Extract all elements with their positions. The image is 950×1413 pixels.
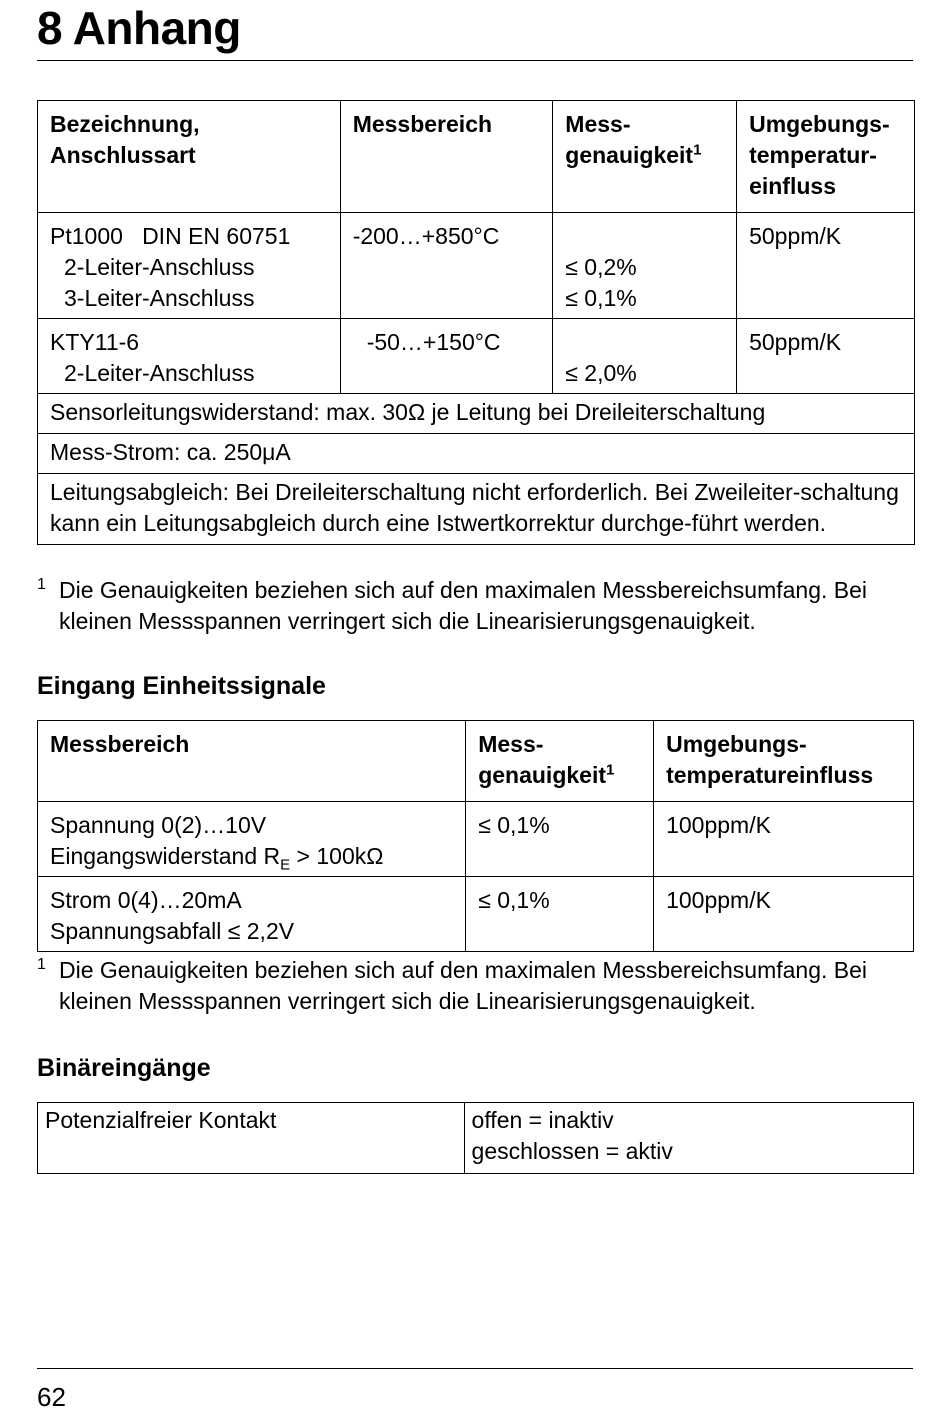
range-cell: Spannung 0(2)…10V Eingangswiderstand $R_E > 100k\Omega$ — [38, 802, 466, 877]
chapter-title: 8 Anhang — [37, 2, 241, 54]
binary-input-table — [37, 1102, 914, 1174]
footnote-text: Die Genauigkeiten beziehen sich auf den maximalen Messbereichsumfang. Bei kleinen Messspannen verringert sich die Linearisierungsgenauigkeit. — [59, 577, 868, 634]
designation-cell: KTY11-6 2-Leiter-Anschluss — [38, 319, 341, 394]
header-accuracy: Mess- genauigkeit$^1$ — [466, 721, 654, 802]
footer-divider — [37, 1368, 913, 1369]
header-range: Messbereich — [340, 101, 553, 213]
table-header-row — [38, 101, 915, 213]
footnote-mark: 1 — [37, 956, 46, 973]
line-compensation-note: Leitungsabgleich: Bei Dreileiterschaltung nicht erforderlich. Bei Zweileiter-schaltung kann ein Leitungsabgleich durch eine Istwertkorrektur durchge-führt werden. — [38, 474, 915, 545]
accuracy-cell: ≤ 0,1% — [466, 877, 654, 952]
header-accuracy: Mess- genauigkeit$^1$ — [553, 101, 737, 213]
footnote — [37, 955, 919, 1017]
accuracy-cell: ≤ 0,2% ≤ 0,1% — [553, 213, 737, 319]
sensor-line-resistance-note: Sensorleitungswiderstand: max. 30Ω je Leitung bei Dreileiterschaltung — [38, 394, 915, 434]
table-row — [38, 802, 914, 877]
table-note-row — [38, 394, 915, 434]
unit-signal-table — [37, 720, 914, 952]
contact-state-cell: offen = inaktiv geschlossen = aktiv — [464, 1103, 913, 1174]
header-range: Messbereich — [38, 721, 466, 802]
header-temp-influence: Umgebungs- temperatur- einfluss — [737, 101, 915, 213]
sensor-table — [37, 100, 915, 545]
page-number: 62 — [37, 1382, 66, 1412]
temp-influence-cell: 50ppm/K — [737, 319, 915, 394]
accuracy-cell: ≤ 2,0% — [553, 319, 737, 394]
range-cell: -200…+850°C — [340, 213, 553, 319]
table-note-row — [38, 434, 915, 474]
footnote — [37, 575, 919, 637]
table-row — [38, 877, 914, 952]
range-cell: -50…+150°C — [340, 319, 553, 394]
footnote-mark: 1 — [37, 576, 46, 593]
table-row — [38, 1103, 914, 1174]
accuracy-cell: ≤ 0,1% — [466, 802, 654, 877]
measuring-current-note: Mess-Strom: ca. 250μA — [38, 434, 915, 474]
header-temp-influence: Umgebungs- temperatureinfluss — [654, 721, 914, 802]
section-heading-binary-inputs: Binäreingänge — [37, 1054, 211, 1082]
footnote-text: Die Genauigkeiten beziehen sich auf den maximalen Messbereichsumfang. Bei kleinen Messspannen verringert sich die Linearisierungsgenauigkeit. — [59, 957, 868, 1014]
table-header-row — [38, 721, 914, 802]
range-cell: Strom 0(4)…20mA Spannungsabfall ≤ 2,2V — [38, 877, 466, 952]
table-row — [38, 213, 915, 319]
section-heading-unit-signals: Eingang Einheitssignale — [37, 672, 326, 700]
temp-influence-cell: 100ppm/K — [654, 877, 914, 952]
title-divider — [37, 60, 913, 61]
contact-type-cell: Potenzialfreier Kontakt — [38, 1103, 465, 1174]
temp-influence-cell: 100ppm/K — [654, 802, 914, 877]
header-designation: Bezeichnung, Anschlussart — [38, 101, 341, 213]
temp-influence-cell: 50ppm/K — [737, 213, 915, 319]
designation-cell: Pt1000 DIN EN 60751 2-Leiter-Anschluss 3-Leiter-Anschluss — [38, 213, 341, 319]
table-note-row — [38, 474, 915, 545]
table-row — [38, 319, 915, 394]
